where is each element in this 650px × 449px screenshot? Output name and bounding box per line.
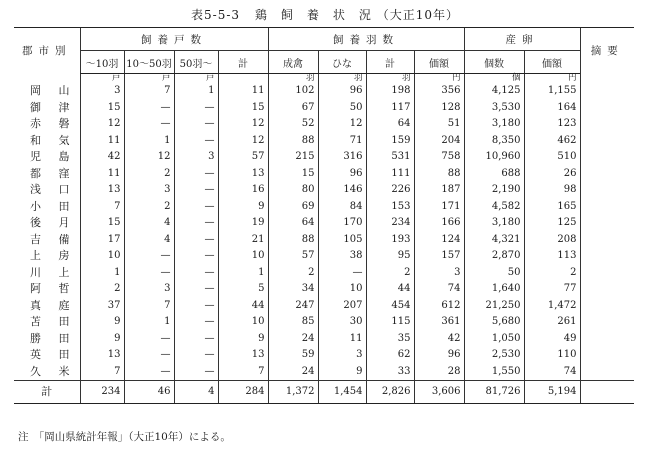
region-name: 英田: [30, 348, 70, 362]
table-cell: 44: [218, 298, 268, 315]
table-cell: 7: [218, 364, 268, 381]
unit-label: 戸: [124, 74, 174, 84]
table-cell: 15: [80, 215, 124, 232]
unit-label: 個: [464, 74, 524, 84]
table-cell: 44: [366, 281, 414, 298]
table-cell: 85: [268, 314, 318, 331]
table-cell: 758: [414, 149, 464, 166]
table-cell: —: [174, 248, 218, 265]
col-header: 価額: [414, 51, 464, 74]
col-header: 50羽〜: [174, 51, 218, 74]
table-cell: 13: [218, 347, 268, 364]
total-label: 計: [14, 381, 80, 404]
table-cell: 3,180: [464, 215, 524, 232]
table-cell: 57: [268, 248, 318, 265]
table-cell: 4,321: [464, 232, 524, 249]
households-group-header: 飼養戸数: [80, 28, 268, 51]
unit-label: 円: [414, 74, 464, 84]
total-row: [14, 381, 634, 404]
table-cell: 124: [414, 232, 464, 249]
total-cell: 234: [80, 381, 124, 404]
table-cell: 13: [80, 347, 124, 364]
table-cell: 102: [268, 83, 318, 100]
region-name: 御津: [30, 100, 70, 114]
table-cell: 7: [124, 83, 174, 100]
table-row: [14, 215, 634, 232]
table-cell: 10: [80, 248, 124, 265]
table-cell: 4: [124, 232, 174, 249]
table-row: [14, 298, 634, 315]
region-name: 浅口: [30, 183, 70, 197]
table-cell: 105: [318, 232, 366, 249]
region-name: 和気: [30, 133, 70, 147]
table-cell: 74: [524, 364, 580, 381]
table-cell: 356: [414, 83, 464, 100]
table-cell: 454: [366, 298, 414, 315]
region-name: 勝田: [30, 331, 70, 345]
table-cell: 19: [218, 215, 268, 232]
table-cell: 117: [366, 100, 414, 117]
table-cell: 153: [366, 199, 414, 216]
table-row: [14, 232, 634, 249]
table-cell: —: [174, 364, 218, 381]
table-cell: —: [174, 298, 218, 315]
region-name: 苫田: [30, 315, 70, 329]
table-cell: —: [174, 314, 218, 331]
table-cell: 261: [524, 314, 580, 331]
table-row: [14, 100, 634, 117]
table-cell: 95: [366, 248, 414, 265]
total-cell: 1,372: [268, 381, 318, 404]
total-cell: 4: [174, 381, 218, 404]
total-cell: 5,194: [524, 381, 580, 404]
table-row: [14, 182, 634, 199]
table-row: [14, 199, 634, 216]
table-cell: 11: [318, 331, 366, 348]
table-cell: 164: [524, 100, 580, 117]
table-cell: 13: [80, 182, 124, 199]
table-cell: 96: [318, 83, 366, 100]
table-cell: —: [124, 331, 174, 348]
remarks-cell: [580, 166, 634, 183]
table-main-title: 鶏 飼 養 状 況: [254, 8, 372, 22]
table-cell: 1,472: [524, 298, 580, 315]
table-cell: 193: [366, 232, 414, 249]
table-cell: —: [174, 265, 218, 282]
table-cell: 146: [318, 182, 366, 199]
table-cell: 612: [414, 298, 464, 315]
table-cell: 2,870: [464, 248, 524, 265]
region-name: 小田: [30, 199, 70, 213]
remarks-cell: [580, 215, 634, 232]
table-cell: 165: [524, 199, 580, 216]
table-cell: 234: [366, 215, 414, 232]
remarks-cell: [580, 298, 634, 315]
table-cell: 1: [80, 265, 124, 282]
table-cell: 128: [414, 100, 464, 117]
remarks-cell: [580, 199, 634, 216]
table-row: [14, 149, 634, 166]
table-cell: 10: [218, 248, 268, 265]
table-cell: 71: [318, 133, 366, 150]
table-cell: 12: [218, 116, 268, 133]
table-cell: 62: [366, 347, 414, 364]
table-cell: 12: [80, 116, 124, 133]
table-cell: 96: [414, 347, 464, 364]
table-cell: 3: [80, 83, 124, 100]
table-cell: 17: [80, 232, 124, 249]
table-cell: 3,530: [464, 100, 524, 117]
table-cell: 170: [318, 215, 366, 232]
remarks-cell: [580, 149, 634, 166]
table-cell: 74: [414, 281, 464, 298]
table-cell: 10: [318, 281, 366, 298]
table-cell: 11: [80, 166, 124, 183]
region-name: 川上: [30, 265, 70, 279]
table-cell: 361: [414, 314, 464, 331]
region-name: 岡山: [30, 84, 70, 98]
col-header: 個数: [464, 51, 524, 74]
total-cell: 3,606: [414, 381, 464, 404]
remarks-cell: [580, 83, 634, 100]
table-cell: 15: [218, 100, 268, 117]
table-cell: —: [174, 182, 218, 199]
total-cell: 1,454: [318, 381, 366, 404]
table-cell: 9: [80, 314, 124, 331]
table-cell: 1: [174, 83, 218, 100]
table-cell: 316: [318, 149, 366, 166]
region-name: 児島: [30, 150, 70, 164]
total-cell: 46: [124, 381, 174, 404]
statistics-table: [14, 27, 634, 404]
remarks-cell: [580, 331, 634, 348]
table-cell: —: [174, 166, 218, 183]
col-header: 価額: [524, 51, 580, 74]
table-cell: 1: [124, 133, 174, 150]
table-cell: 198: [366, 83, 414, 100]
table-cell: 3: [318, 347, 366, 364]
table-cell: 2: [268, 265, 318, 282]
table-cell: 7: [124, 298, 174, 315]
table-cell: 9: [218, 199, 268, 216]
table-cell: 15: [80, 100, 124, 117]
table-cell: —: [174, 232, 218, 249]
table-cell: 59: [268, 347, 318, 364]
table-cell: 11: [80, 133, 124, 150]
table-cell: 24: [268, 364, 318, 381]
table-cell: —: [174, 347, 218, 364]
col-header: 10〜50羽: [124, 51, 174, 74]
remarks-cell: [580, 74, 634, 84]
table-subtitle: （大正10年）: [376, 8, 459, 22]
table-cell: 215: [268, 149, 318, 166]
table-cell: 8,350: [464, 133, 524, 150]
table-cell: 13: [218, 166, 268, 183]
unit-label: 戸: [174, 74, 218, 84]
remarks-cell: [580, 265, 634, 282]
table-cell: 187: [414, 182, 464, 199]
table-cell: 21: [218, 232, 268, 249]
table-cell: 52: [268, 116, 318, 133]
table-cell: 3: [174, 149, 218, 166]
table-cell: 42: [80, 149, 124, 166]
table-row: [14, 83, 634, 100]
table-cell: 51: [414, 116, 464, 133]
col-header: ひな: [318, 51, 366, 74]
table-cell: 2: [124, 166, 174, 183]
table-cell: 2: [124, 199, 174, 216]
region-name: 都窪: [30, 166, 70, 180]
remarks-cell: [580, 248, 634, 265]
table-cell: 4: [124, 215, 174, 232]
table-cell: 9: [318, 364, 366, 381]
table-cell: 1,155: [524, 83, 580, 100]
table-row: [14, 331, 634, 348]
table-cell: 30: [318, 314, 366, 331]
table-cell: 57: [218, 149, 268, 166]
table-cell: 111: [366, 166, 414, 183]
region-name: 上房: [30, 249, 70, 263]
remarks-cell: [580, 133, 634, 150]
remarks-cell: [580, 232, 634, 249]
table-cell: 28: [414, 364, 464, 381]
table-cell: —: [174, 100, 218, 117]
table-cell: 69: [268, 199, 318, 216]
table-row: [14, 281, 634, 298]
region-name: 後月: [30, 216, 70, 230]
table-cell: —: [124, 100, 174, 117]
table-cell: 10: [218, 314, 268, 331]
table-cell: 171: [414, 199, 464, 216]
region-name: 吉備: [30, 232, 70, 246]
table-cell: 125: [524, 215, 580, 232]
remarks-cell: [580, 116, 634, 133]
table-title: [0, 6, 650, 23]
table-row: [14, 314, 634, 331]
table-cell: 1,050: [464, 331, 524, 348]
remarks-cell: [580, 182, 634, 199]
region-name: 真庭: [30, 298, 70, 312]
table-cell: 34: [268, 281, 318, 298]
eggs-group-header: 産卵: [464, 28, 580, 51]
table-cell: —: [124, 347, 174, 364]
table-cell: 33: [366, 364, 414, 381]
table-cell: —: [124, 116, 174, 133]
unit-label: 羽: [268, 74, 318, 84]
table-cell: 3: [414, 265, 464, 282]
table-cell: 2: [524, 265, 580, 282]
table-cell: —: [174, 116, 218, 133]
table-cell: 688: [464, 166, 524, 183]
remarks-cell: [580, 364, 634, 381]
table-cell: 15: [268, 166, 318, 183]
table-cell: 24: [268, 331, 318, 348]
footnote: 注 「岡山県統計年報」（大正10年）による。: [18, 431, 231, 443]
unit-label: 戸: [80, 74, 124, 84]
table-cell: 96: [318, 166, 366, 183]
table-cell: 7: [80, 199, 124, 216]
table-cell: 12: [318, 116, 366, 133]
table-cell: 226: [366, 182, 414, 199]
remarks-cell: [580, 281, 634, 298]
table-row: [14, 116, 634, 133]
table-body: [14, 74, 634, 404]
table-cell: 5: [218, 281, 268, 298]
table-cell: 110: [524, 347, 580, 364]
table-cell: 67: [268, 100, 318, 117]
table-cell: 3,180: [464, 116, 524, 133]
table-cell: 12: [218, 133, 268, 150]
remarks-cell: [580, 381, 634, 404]
table-cell: 38: [318, 248, 366, 265]
table-cell: 21,250: [464, 298, 524, 315]
table-cell: 37: [80, 298, 124, 315]
table-cell: 157: [414, 248, 464, 265]
table-cell: 50: [464, 265, 524, 282]
table-cell: 115: [366, 314, 414, 331]
table-cell: 166: [414, 215, 464, 232]
table-cell: —: [174, 215, 218, 232]
total-cell: 2,826: [366, 381, 414, 404]
table-cell: 50: [318, 100, 366, 117]
table-cell: 123: [524, 116, 580, 133]
table-cell: 207: [318, 298, 366, 315]
birds-group-header: 飼養羽数: [268, 28, 464, 51]
table-cell: 42: [414, 331, 464, 348]
table-row: [14, 133, 634, 150]
units-row: [14, 74, 634, 84]
total-cell: 284: [218, 381, 268, 404]
remarks-cell: [580, 314, 634, 331]
table-cell: 4,582: [464, 199, 524, 216]
table-cell: 3: [124, 182, 174, 199]
table-cell: 462: [524, 133, 580, 150]
table-cell: 208: [524, 232, 580, 249]
table-cell: 113: [524, 248, 580, 265]
table-cell: 1: [124, 314, 174, 331]
table-cell: 204: [414, 133, 464, 150]
table-cell: 49: [524, 331, 580, 348]
unit-label: [218, 74, 268, 84]
table-row: [14, 248, 634, 265]
table-cell: 7: [80, 364, 124, 381]
table-cell: 10,960: [464, 149, 524, 166]
table-cell: 1,640: [464, 281, 524, 298]
col-header: 成禽: [268, 51, 318, 74]
table-cell: —: [174, 199, 218, 216]
table-cell: 2,190: [464, 182, 524, 199]
table-cell: 77: [524, 281, 580, 298]
table-cell: —: [174, 331, 218, 348]
region-name: 久米: [30, 364, 70, 378]
table-cell: 2,530: [464, 347, 524, 364]
region-name: 阿哲: [30, 282, 70, 296]
table-cell: 98: [524, 182, 580, 199]
table-cell: 9: [80, 331, 124, 348]
region-name: 赤磐: [30, 117, 70, 131]
table-cell: 2: [80, 281, 124, 298]
table-row: [14, 265, 634, 282]
table-cell: 510: [524, 149, 580, 166]
col-header: 〜10羽: [80, 51, 124, 74]
table-cell: 5,680: [464, 314, 524, 331]
table-cell: 80: [268, 182, 318, 199]
table-row: [14, 364, 634, 381]
table-cell: 247: [268, 298, 318, 315]
table-row: [14, 347, 634, 364]
table-cell: —: [124, 364, 174, 381]
table-cell: 159: [366, 133, 414, 150]
table-row: [14, 166, 634, 183]
table-cell: 64: [366, 116, 414, 133]
units-spacer: [14, 74, 80, 84]
unit-label: 円: [524, 74, 580, 84]
table-cell: 88: [268, 232, 318, 249]
table-cell: —: [318, 265, 366, 282]
table-cell: —: [174, 133, 218, 150]
table-cell: 12: [124, 149, 174, 166]
table-cell: 1,550: [464, 364, 524, 381]
col-header: 計: [366, 51, 414, 74]
table-cell: 84: [318, 199, 366, 216]
table-cell: 88: [414, 166, 464, 183]
total-cell: 81,726: [464, 381, 524, 404]
table-cell: 4,125: [464, 83, 524, 100]
table-cell: 3: [124, 281, 174, 298]
table-cell: 88: [268, 133, 318, 150]
table-cell: 35: [366, 331, 414, 348]
remarks-header: 摘要: [580, 28, 634, 74]
table-cell: —: [124, 248, 174, 265]
table-cell: 64: [268, 215, 318, 232]
col-header: 計: [218, 51, 268, 74]
table-cell: 1: [218, 265, 268, 282]
unit-label: 羽: [318, 74, 366, 84]
remarks-cell: [580, 100, 634, 117]
table-cell: 2: [366, 265, 414, 282]
table-cell: —: [124, 265, 174, 282]
remarks-cell: [580, 347, 634, 364]
table-cell: 9: [218, 331, 268, 348]
region-header: 郡市別: [14, 28, 80, 74]
unit-label: 羽: [366, 74, 414, 84]
table-number: 表5-5-3: [191, 8, 241, 22]
table-cell: 531: [366, 149, 414, 166]
table-cell: 11: [218, 83, 268, 100]
table-cell: 26: [524, 166, 580, 183]
table-cell: —: [174, 281, 218, 298]
table-cell: 16: [218, 182, 268, 199]
